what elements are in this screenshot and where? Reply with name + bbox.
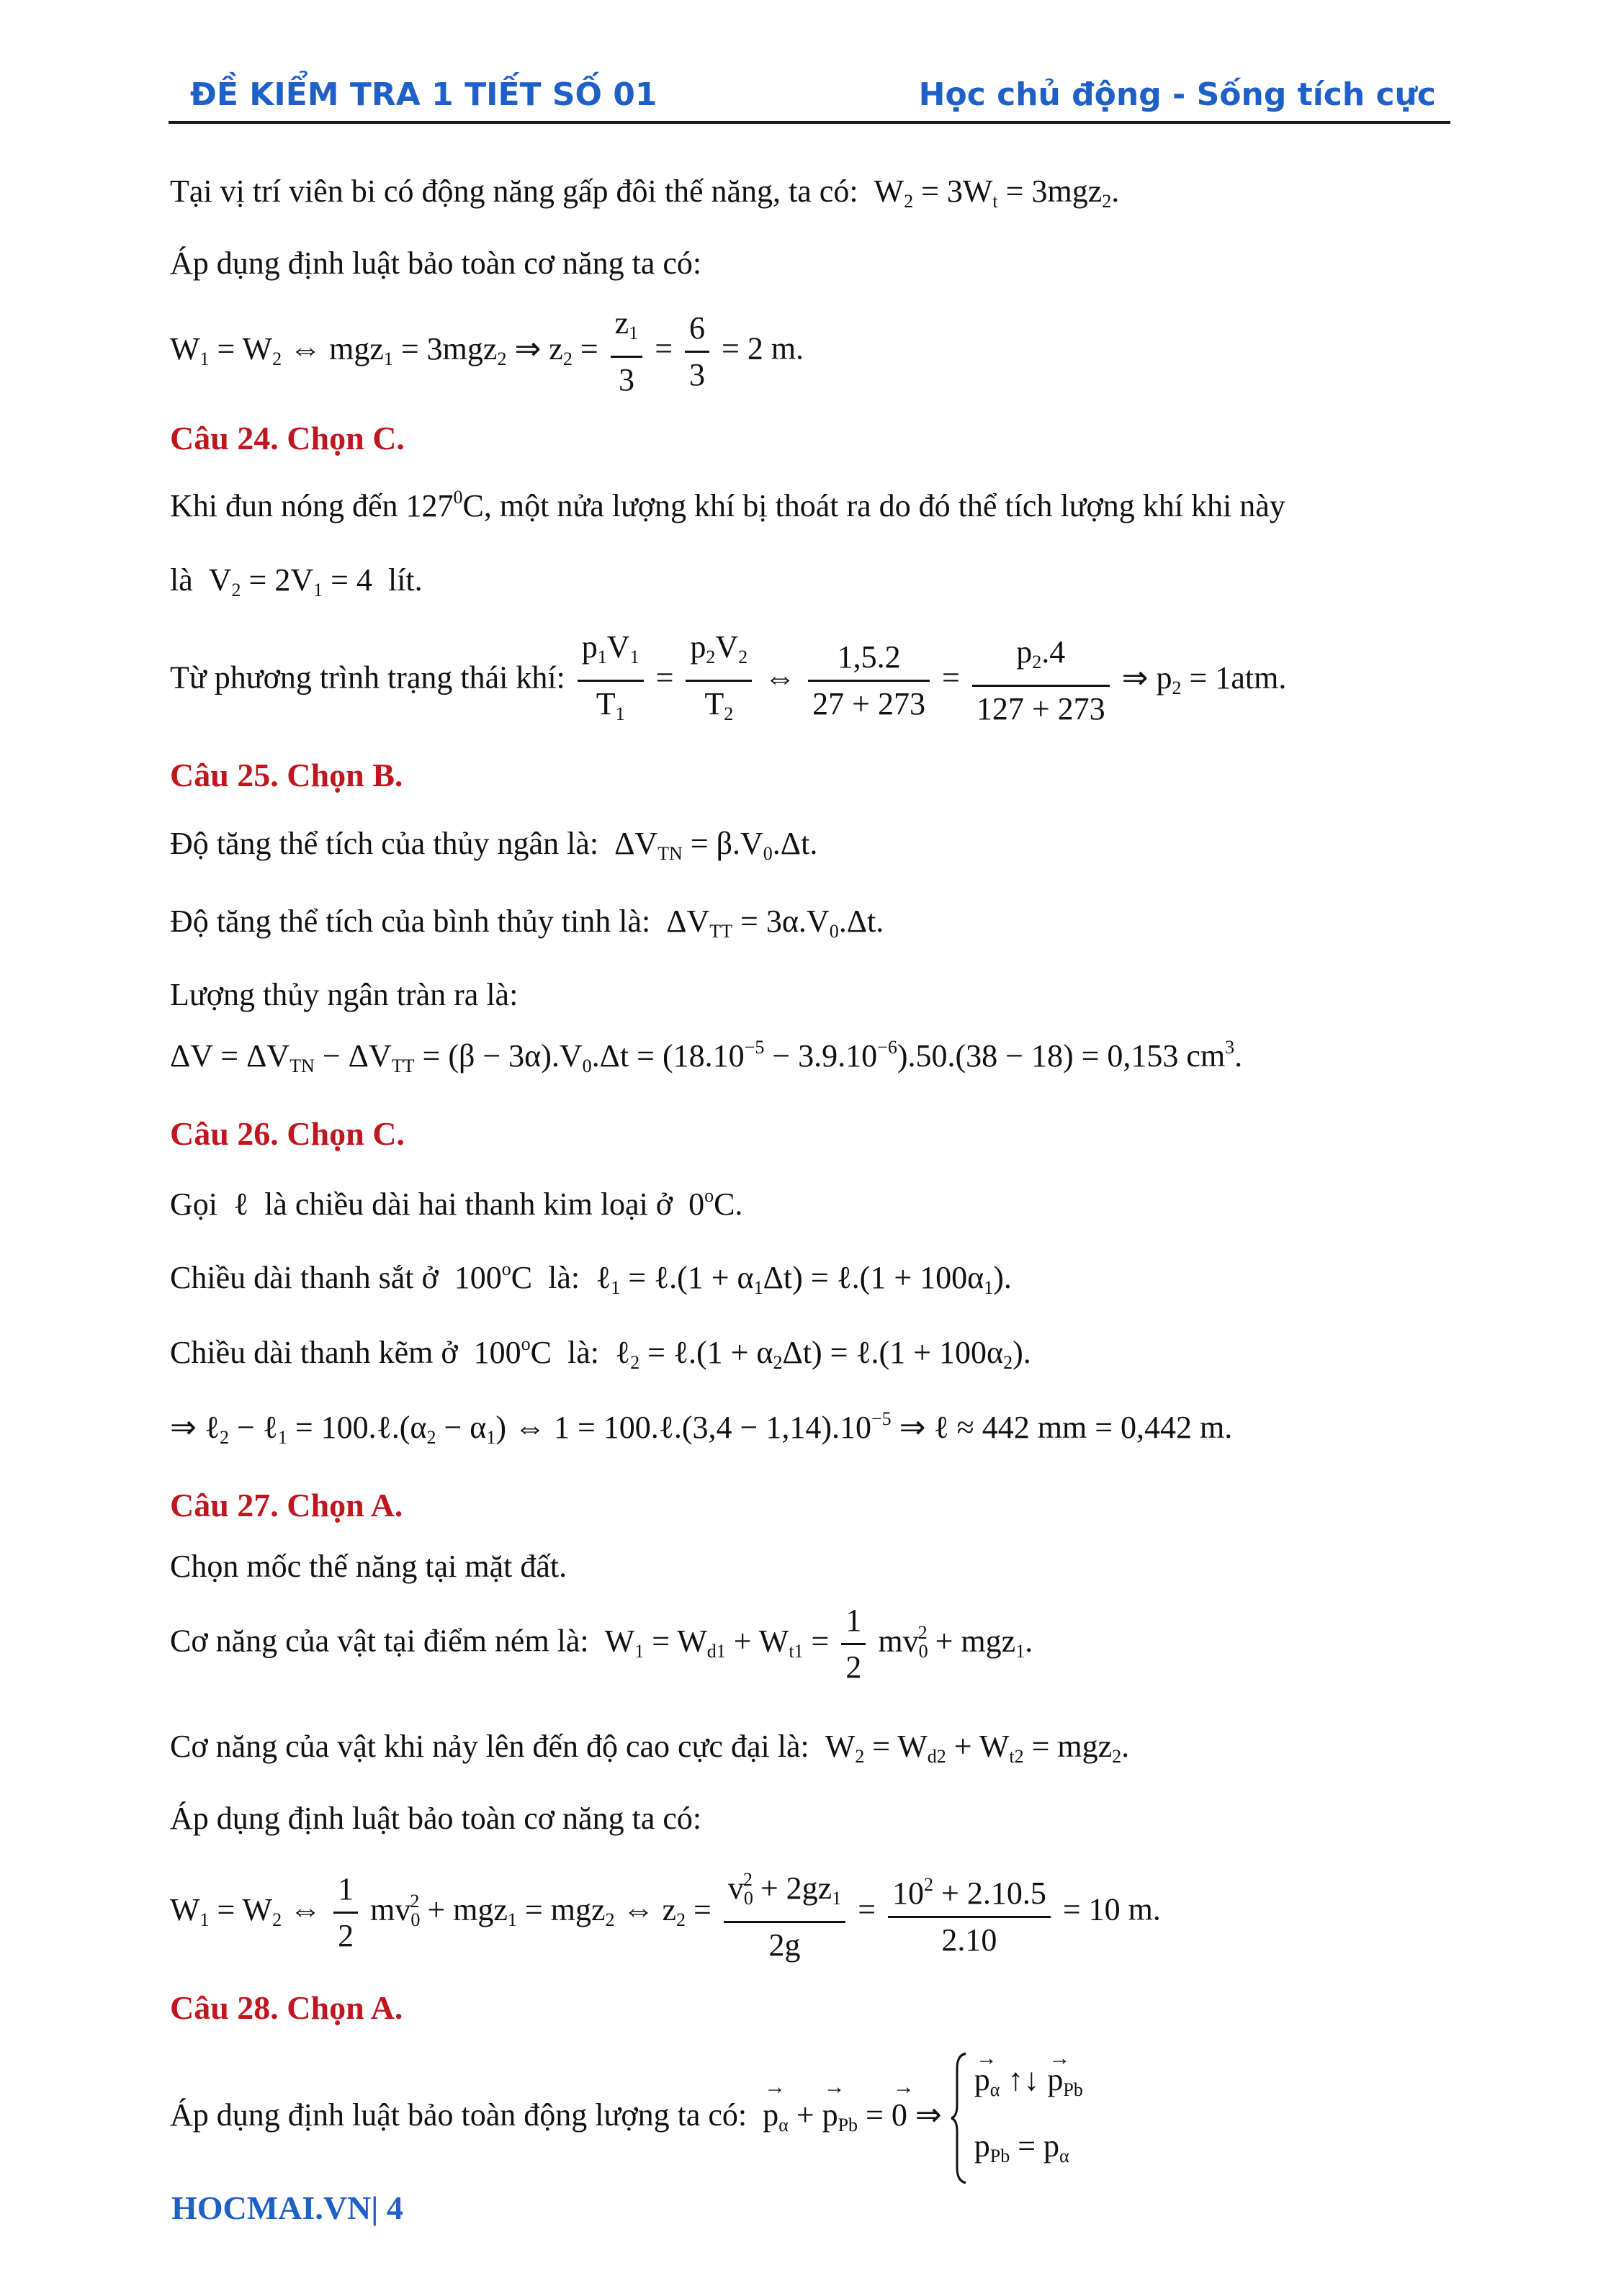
- question-heading: Câu 28. Chọn A.: [170, 1989, 403, 2026]
- question-heading: Câu 24. Chọn C.: [170, 420, 405, 456]
- equation: Từ phương trình trạng thái khí: $\frac{p_1V_1}{T_1}$ = $\frac{p_2V_2}{T_2}$ ⇔ $\frac{1,5.2}{27 + 273}$ = $\frac{p_2.4}{127 + 273}$ ⇒ $p_2 = 1atm$.: [170, 625, 1286, 737]
- header-divider: [169, 121, 1450, 124]
- page-header: [169, 71, 1450, 121]
- text-line: Lượng thủy ngân tràn ra là:: [170, 977, 519, 1012]
- text-line: Cơ năng của vật khi nảy lên đến độ cao cực đại là: $W_2 = W_{d2} + W_{t2} = mgz_2$.: [170, 1729, 1130, 1767]
- text-line: Khi đun nóng đến $127^0C$, một nửa lượng khí bị thoát ra do đó thể tích lượng khí khi này: [170, 487, 1285, 523]
- equation: $\Delta V = \Delta V_{TN} - \Delta V_{TT} = (\beta - 3\alpha).V_0.\Delta t = (18.10^{-5} - 3.9.10^{-6}).50.(38 - 18) = 0,153$ $cm^3$.: [170, 1037, 1243, 1076]
- equation: $W_1 = W_2$ ⇔ mgz$_1$ = 3mgz$_2$ ⇒ $z_2$ = $\frac{z_1}{3}$ = $\frac{6}{3}$ = 2 m.: [170, 301, 804, 402]
- text-line: Gọi ℓ là chiều dài hai thanh kim loại ở 0$^o$C.: [170, 1185, 743, 1222]
- text-line: Độ tăng thể tích của thủy ngân là: $\Delta V_{TN} = \beta.V_0.\Delta t$.: [170, 826, 818, 864]
- page-footer: HOCMAI.VN| 4: [171, 2189, 403, 2226]
- equation: ⇒ ℓ$_2$ − ℓ$_1$ = $100.\ell.(\alpha_2 - \alpha_1)$ ⇔ 1 = 100.ℓ.(3,4 − $1,14).10^{-5}$ ⇒ ℓ ≈ 442 mm = 0,442 m.: [170, 1408, 1233, 1448]
- question-heading: Câu 25. Chọn B.: [170, 757, 403, 793]
- text-line: Chọn mốc thế năng tại mặt đất.: [170, 1549, 567, 1584]
- question-heading: Câu 26. Chọn C.: [170, 1115, 405, 1152]
- equation: Áp dụng định luật bảo toàn động lượng ta có: → $p_\alpha$ + → $p_{Pb}$ = → 0 ⇒ → $p_\alpha$ ↑↓ → $p_{Pb}$ $p_{Pb} = p_\alpha$: [170, 2052, 1083, 2184]
- text-line: Tại vị trí viên bi có động năng gấp đôi thế năng, ta có: $W_2 = 3W_t = 3mgz_2$.: [170, 174, 1120, 212]
- text-line: Áp dụng định luật bảo toàn cơ năng ta có:: [170, 1801, 702, 1836]
- text-line: Chiều dài thanh sắt ở 100$^o$C là: ℓ$_1$ = ℓ.(1 + $\alpha_1\Delta t$) = ℓ.(1 + $100\alpha_1$).: [170, 1259, 1012, 1298]
- question-heading: Câu 27. Chọn A.: [170, 1487, 403, 1523]
- text-line: Chiều dài thanh kẽm ở 100$^o$C là: ℓ$_2$ = ℓ.(1 + $\alpha_2\Delta t$) = ℓ.(1 + $100\alpha_2$).: [170, 1333, 1031, 1373]
- equation: $W_1 = W_2$ ⇔ $\frac{1}{2}$ $mv_0^2 + mgz_1 = mgz_2$ ⇔ $z_2$ = $\frac{v_0^2 + 2gz_1}{2g}$ = $\frac{10^2 + 2.10.5}{2.10}$ = 10 m.: [170, 1858, 1161, 1968]
- text-line: Độ tăng thể tích của bình thủy tinh là: $\Delta V_{TT} = 3\alpha.V_0.\Delta t$.: [170, 904, 884, 942]
- header-title: ĐỀ KIỂM TRA 1 TIẾT SỐ 01: [190, 76, 657, 113]
- text-line: Áp dụng định luật bảo toàn cơ năng ta có:: [170, 246, 702, 281]
- header-slogan: Học chủ động - Sống tích cực: [918, 76, 1436, 113]
- equation: Cơ năng của vật tại điểm ném là: $W_1 = W_{d1} + W_{t1}$ = $\frac{1}{2}$ $mv_0^2 + mgz_1$.: [170, 1598, 1033, 1690]
- text-line: là $V_2 = 2V_1 = 4$ lít.: [170, 562, 423, 600]
- brace-icon: [950, 2052, 969, 2184]
